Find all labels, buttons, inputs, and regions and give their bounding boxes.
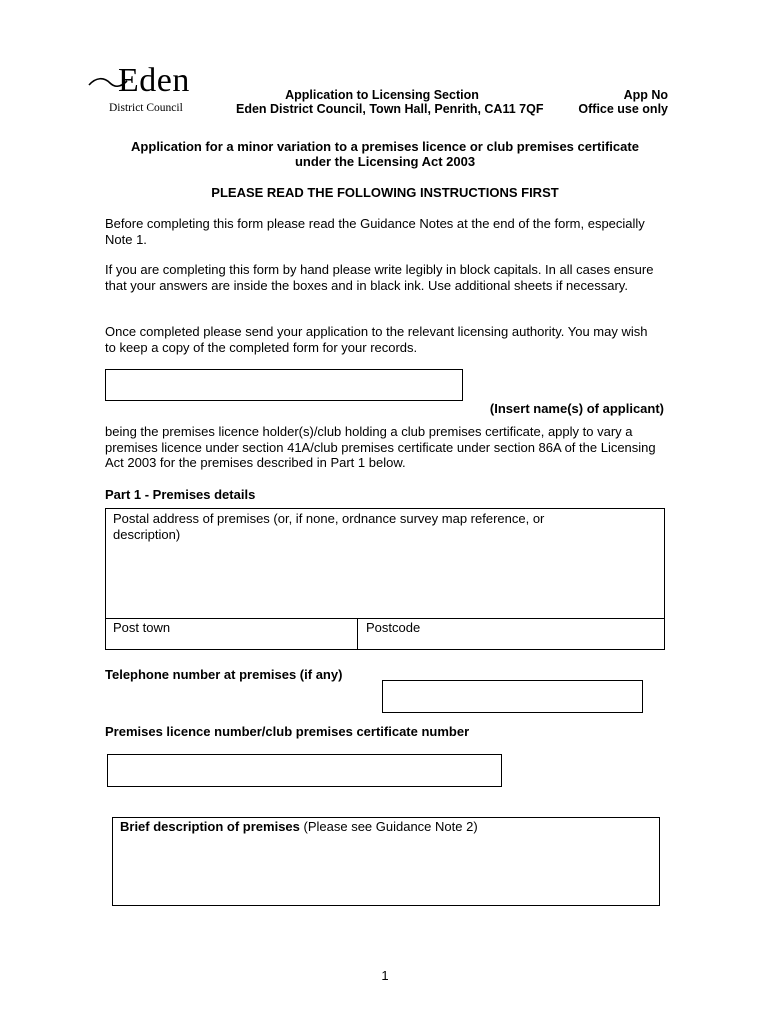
header-line-1: Application to Licensing Section [285,88,479,102]
form-title-line-1: Application for a minor variation to a premises licence or club premises certificate [131,139,639,154]
header-line-2: Eden District Council, Town Hall, Penrith, CA11 7QF [236,102,544,116]
instructions-paragraph-3: Once completed please send your application to the relevant licensing authority. You may wish to keep a copy of the completed form for your records. [105,324,648,355]
brief-description-note: (Please see Guidance Note 2) [299,819,478,834]
licence-number-label: Premises licence number/club premises certificate number [105,724,470,739]
applicant-name-label: (Insert name(s) of applicant) [489,401,664,416]
instructions-paragraph-1: Before completing this form please read the Guidance Notes at the end of the form, especially Note 1. [105,216,645,247]
brief-description-label [120,819,650,835]
logo-subtitle: District Council [109,102,183,114]
instructions-paragraph-2: If you are completing this form by hand please write legibly in block capitals. In all cases ensure that your answers are inside the boxes and in black ink. Use additional sheets if necessary. [105,262,654,293]
licence-number-field[interactable] [107,754,502,787]
postcode-label: Postcode [366,620,421,635]
brief-description-bold: Brief description of premises [120,819,300,834]
telephone-label: Telephone number at premises (if any) [105,667,343,682]
page-number: 1 [381,968,389,983]
part1-heading: Part 1 - Premises details [105,487,256,502]
postal-address-field[interactable] [105,508,665,619]
post-town-label: Post town [113,620,171,635]
telephone-field[interactable] [382,680,643,713]
brief-description-field[interactable] [112,817,660,906]
postal-address-label: Postal address of premises (or, if none, ordnance survey map reference, or description) [113,511,545,542]
logo-wordmark: Eden [118,62,190,99]
applicant-name-field[interactable] [105,369,463,401]
applicant-statement: being the premises licence holder(s)/club holding a club premises certificate, apply to vary a premises licence under section 41A/club premises certificate under section 86A of the Licensing Act 2003 for the premises described in Part 1 below. [105,424,656,470]
app-no-label: App No [623,88,668,102]
council-logo [88,62,208,118]
postcode-field[interactable] [357,618,665,650]
form-title-line-2: under the Licensing Act 2003 [294,154,476,169]
post-town-field[interactable] [105,618,358,650]
instructions-heading: PLEASE READ THE FOLLOWING INSTRUCTIONS FIRST [211,185,559,200]
office-use-label: Office use only [578,102,668,116]
